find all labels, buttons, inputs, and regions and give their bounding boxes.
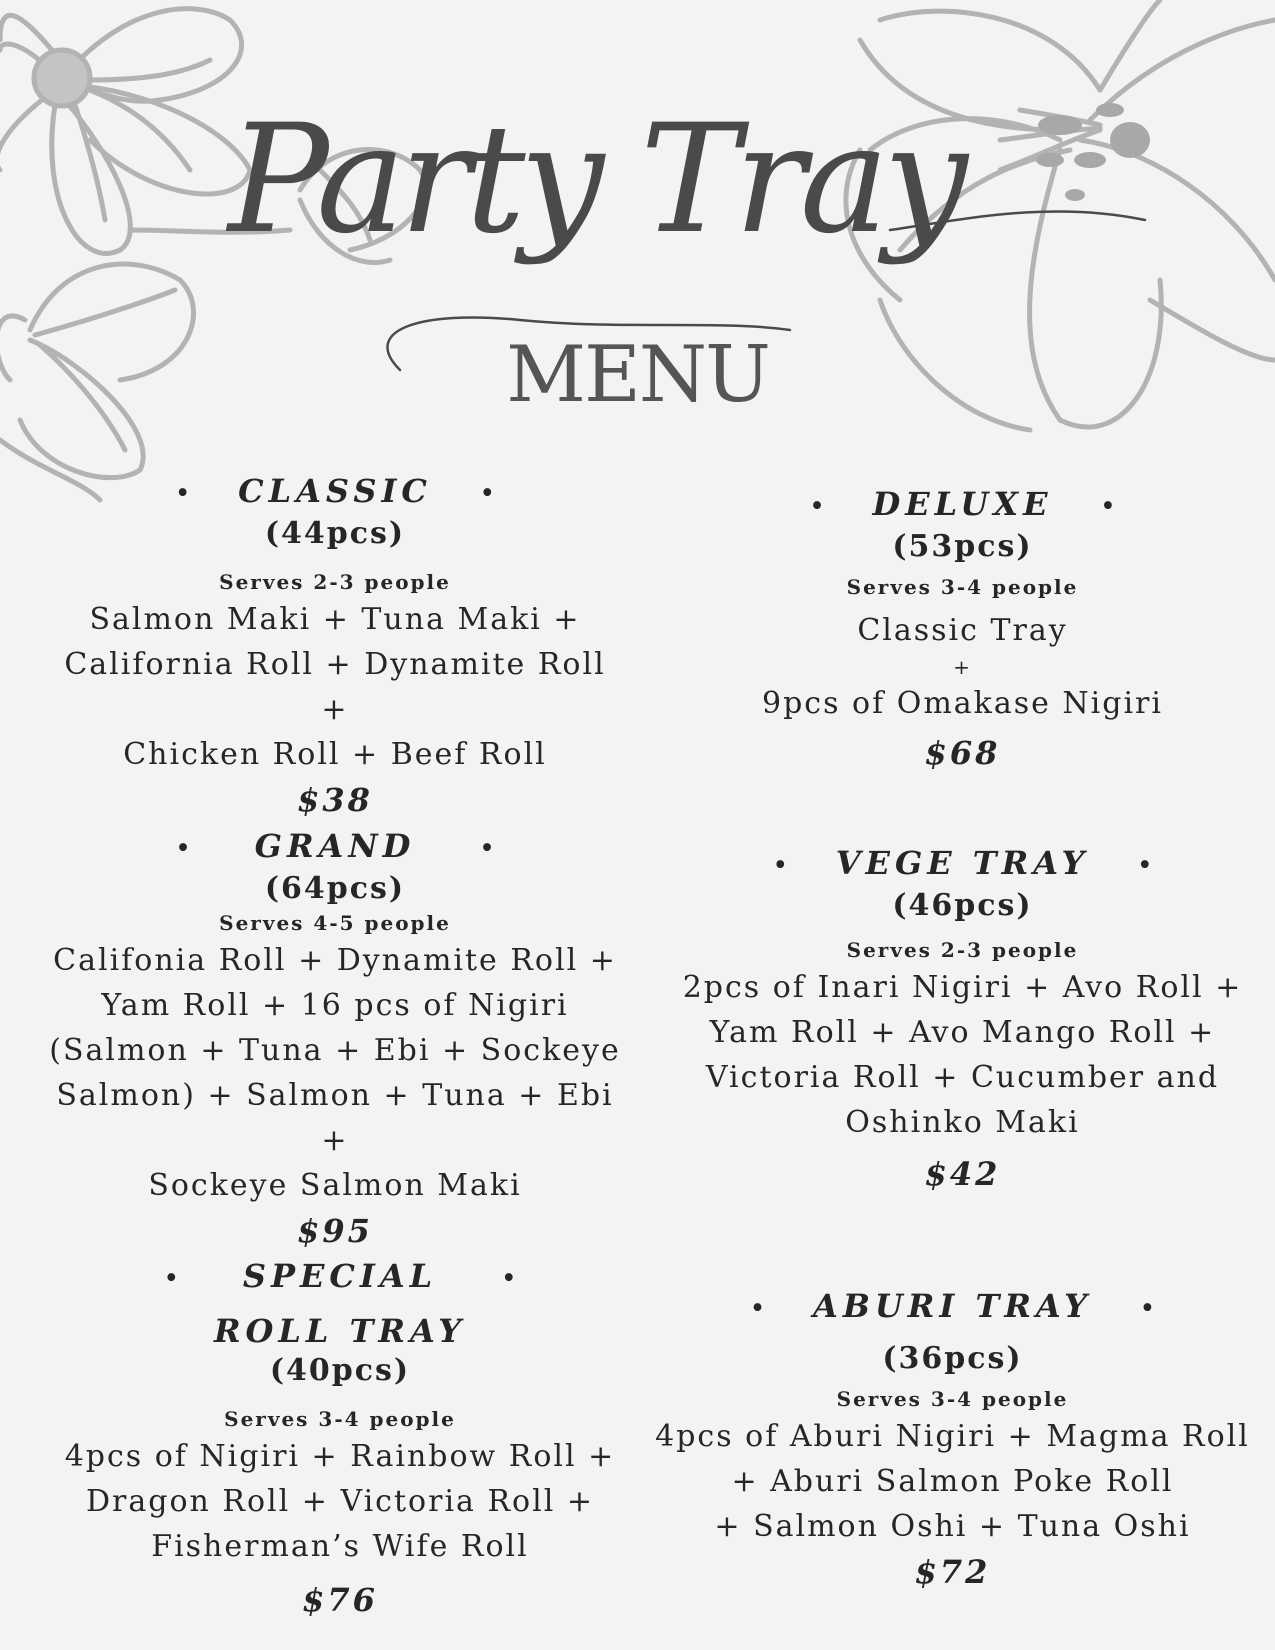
section-title: SPECIAL: [242, 1257, 438, 1295]
section-title: VEGE TRAY: [835, 844, 1090, 882]
section-title: GRAND: [254, 827, 416, 865]
section-name: [50, 470, 620, 515]
serves-text: Serves 3-4 people: [224, 1406, 456, 1431]
price: $38: [297, 780, 373, 819]
bullet-icon: •: [1140, 1295, 1155, 1322]
item-line: 4pcs of Aburi Nigiri + Magma Roll: [655, 1418, 1250, 1454]
piece-count: (36pcs): [882, 1340, 1023, 1376]
serves-text: Serves 3-4 people: [846, 574, 1079, 599]
item-line: + Salmon Oshi + Tuna Oshi: [714, 1508, 1191, 1544]
section-name: [665, 842, 1260, 887]
bullet-icon: •: [773, 852, 788, 879]
title-script: Party Tray: [228, 93, 962, 267]
section-name: [45, 825, 625, 870]
item-line: +: [953, 654, 972, 679]
item-line: Oshinko Maki: [845, 1104, 1080, 1140]
bullet-icon: •: [164, 1265, 179, 1292]
item-line: Salmon) + Salmon + Tuna + Ebi +: [56, 1077, 614, 1158]
bullet-icon: •: [175, 480, 190, 507]
item-line: Dragon Roll + Victoria Roll +: [86, 1483, 594, 1519]
section-special: [50, 1255, 630, 1623]
item-line: Fisherman’s Wife Roll: [151, 1528, 529, 1564]
item-line: Yam Roll + 16 pcs of Nigiri: [101, 987, 569, 1023]
section-aburi: [655, 1285, 1250, 1595]
section-name: [680, 483, 1245, 528]
item-line: Califonia Roll + Dynamite Roll +: [53, 942, 617, 978]
item-line: Sockeye Salmon Maki: [148, 1167, 522, 1203]
piece-count: (46pcs): [892, 887, 1033, 923]
serves-text: Serves 4-5 people: [219, 910, 451, 935]
top-left-flower-icon: [0, 9, 250, 254]
section-vege: [665, 842, 1260, 1197]
bullet-icon: •: [1100, 493, 1115, 520]
item-line: Victoria Roll + Cucumber and: [705, 1059, 1220, 1095]
section-title-line2: ROLL TRAY: [213, 1311, 467, 1350]
bullet-icon: •: [176, 835, 191, 862]
serves-text: Serves 2-3 people: [846, 937, 1079, 962]
item-line: 9pcs of Omakase Nigiri: [762, 685, 1163, 721]
piece-count: (44pcs): [264, 515, 406, 551]
section-grand: [45, 825, 625, 1254]
price: $68: [924, 733, 1001, 772]
section-title: CLASSIC: [238, 472, 432, 510]
bullet-icon: •: [480, 480, 495, 507]
item-line: Yam Roll + Avo Mango Roll +: [709, 1014, 1216, 1050]
section-classic: [50, 470, 620, 823]
item-line: Classic Tray: [857, 612, 1068, 648]
section-name: [50, 1255, 630, 1300]
bullet-icon: •: [750, 1295, 765, 1322]
item-line: + Aburi Salmon Poke Roll: [731, 1463, 1174, 1499]
title-menu: MENU: [506, 330, 769, 420]
piece-count: (40pcs): [269, 1352, 411, 1388]
item-line: Salmon Maki + Tuna Maki +: [89, 601, 581, 637]
bullet-icon: •: [1137, 852, 1152, 879]
item-line: 2pcs of Inari Nigiri + Avo Roll +: [682, 969, 1243, 1005]
bullet-icon: •: [810, 493, 825, 520]
serves-text: Serves 3-4 people: [836, 1386, 1069, 1411]
price: $72: [914, 1552, 991, 1591]
item-line: 4pcs of Nigiri + Rainbow Roll +: [64, 1438, 616, 1474]
serves-text: Serves 2-3 people: [219, 569, 451, 594]
bullet-icon: •: [501, 1265, 516, 1292]
section-name: [655, 1285, 1250, 1330]
price: $42: [924, 1154, 1001, 1193]
item-line: Chicken Roll + Beef Roll: [123, 736, 547, 772]
price: $95: [297, 1211, 373, 1250]
piece-count: (53pcs): [892, 528, 1033, 564]
section-title: DELUXE: [872, 485, 1053, 523]
section-deluxe: [680, 483, 1245, 776]
item-line: California Roll + Dynamite Roll +: [64, 646, 606, 727]
price: $76: [302, 1580, 378, 1619]
item-line: (Salmon + Tuna + Ebi + Sockeye: [49, 1032, 621, 1068]
piece-count: (64pcs): [264, 870, 406, 906]
section-title: ABURI TRAY: [813, 1287, 1092, 1325]
bullet-icon: •: [479, 835, 494, 862]
